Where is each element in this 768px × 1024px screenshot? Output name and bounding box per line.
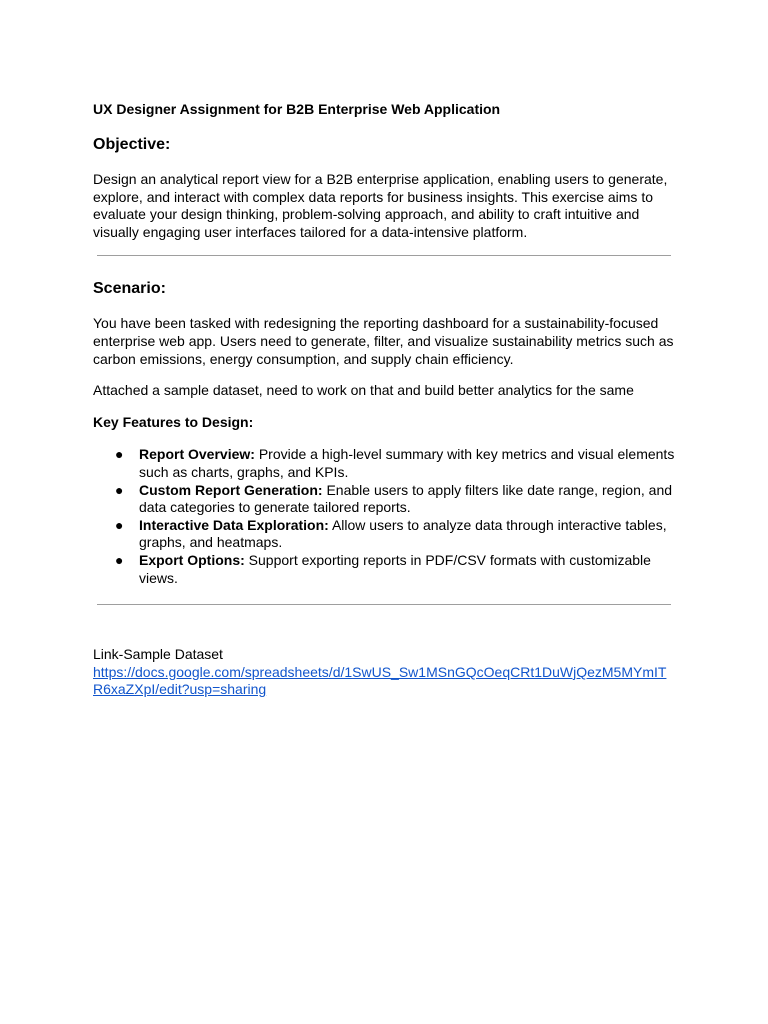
scenario-body: You have been tasked with redesigning the reporting dashboard for a sustainability-focused enterprise web app. Users need to generate, filter, and visualize sustainability metrics such as carbon emissions, energy consumption, and supply chain efficiency.: [93, 315, 674, 367]
key-features-label: Key Features to Design:: [93, 413, 254, 430]
document-title: UX Designer Assignment for B2B Enterprise Web Application: [93, 101, 501, 117]
section-divider: [97, 604, 671, 605]
feature-name: Custom Report Generation:: [139, 481, 323, 498]
feature-description: Enable users to apply filters like date range, region, and data categories to generate tailored reports.: [139, 481, 673, 516]
list-item: [93, 552, 675, 587]
feature-name: Report Overview:: [139, 446, 255, 463]
feature-description: Provide a high-level summary with key metrics and visual elements such as charts, graphs, and KPIs.: [139, 446, 675, 480]
list-item: [93, 517, 675, 552]
list-item: [93, 446, 675, 481]
section-divider: [97, 255, 671, 256]
objective-heading: Objective:: [93, 136, 171, 153]
dataset-link[interactable]: https://docs.google.com/spreadsheets/d/1SwUS_Sw1MSnGQcOeqCRt1DuWjQezM5MYmITR6xaZXpI/edit?usp=sharing: [93, 663, 667, 698]
bullet-icon: ●: [115, 446, 124, 463]
bullet-icon: ●: [115, 516, 124, 533]
scenario-heading: Scenario:: [93, 280, 166, 298]
attachment-note: Attached a sample dataset, need to work on that and build better analytics for the same: [93, 382, 634, 399]
objective-body: Design an analytical report view for a B2B enterprise application, enabling users to generate, explore, and interact with complex data reports for business insights. This exercise aims to evaluate your design thinking, problem-solving approach, and ability to craft intuitive and visually engaging user interfaces tailored for a data-intensive platform.: [93, 171, 668, 240]
feature-name: Interactive Data Exploration:: [139, 516, 329, 533]
link-label: Link-Sample Dataset: [93, 646, 223, 663]
feature-description: Allow users to analyze data through interactive tables, graphs, and heatmaps.: [139, 516, 667, 551]
key-features-list: [93, 446, 675, 587]
bullet-icon: ●: [115, 481, 124, 498]
list-item: [93, 482, 675, 517]
feature-name: Export Options:: [139, 551, 245, 568]
bullet-icon: ●: [115, 551, 124, 568]
feature-description: Support exporting reports in PDF/CSV formats with customizable views.: [139, 551, 651, 586]
